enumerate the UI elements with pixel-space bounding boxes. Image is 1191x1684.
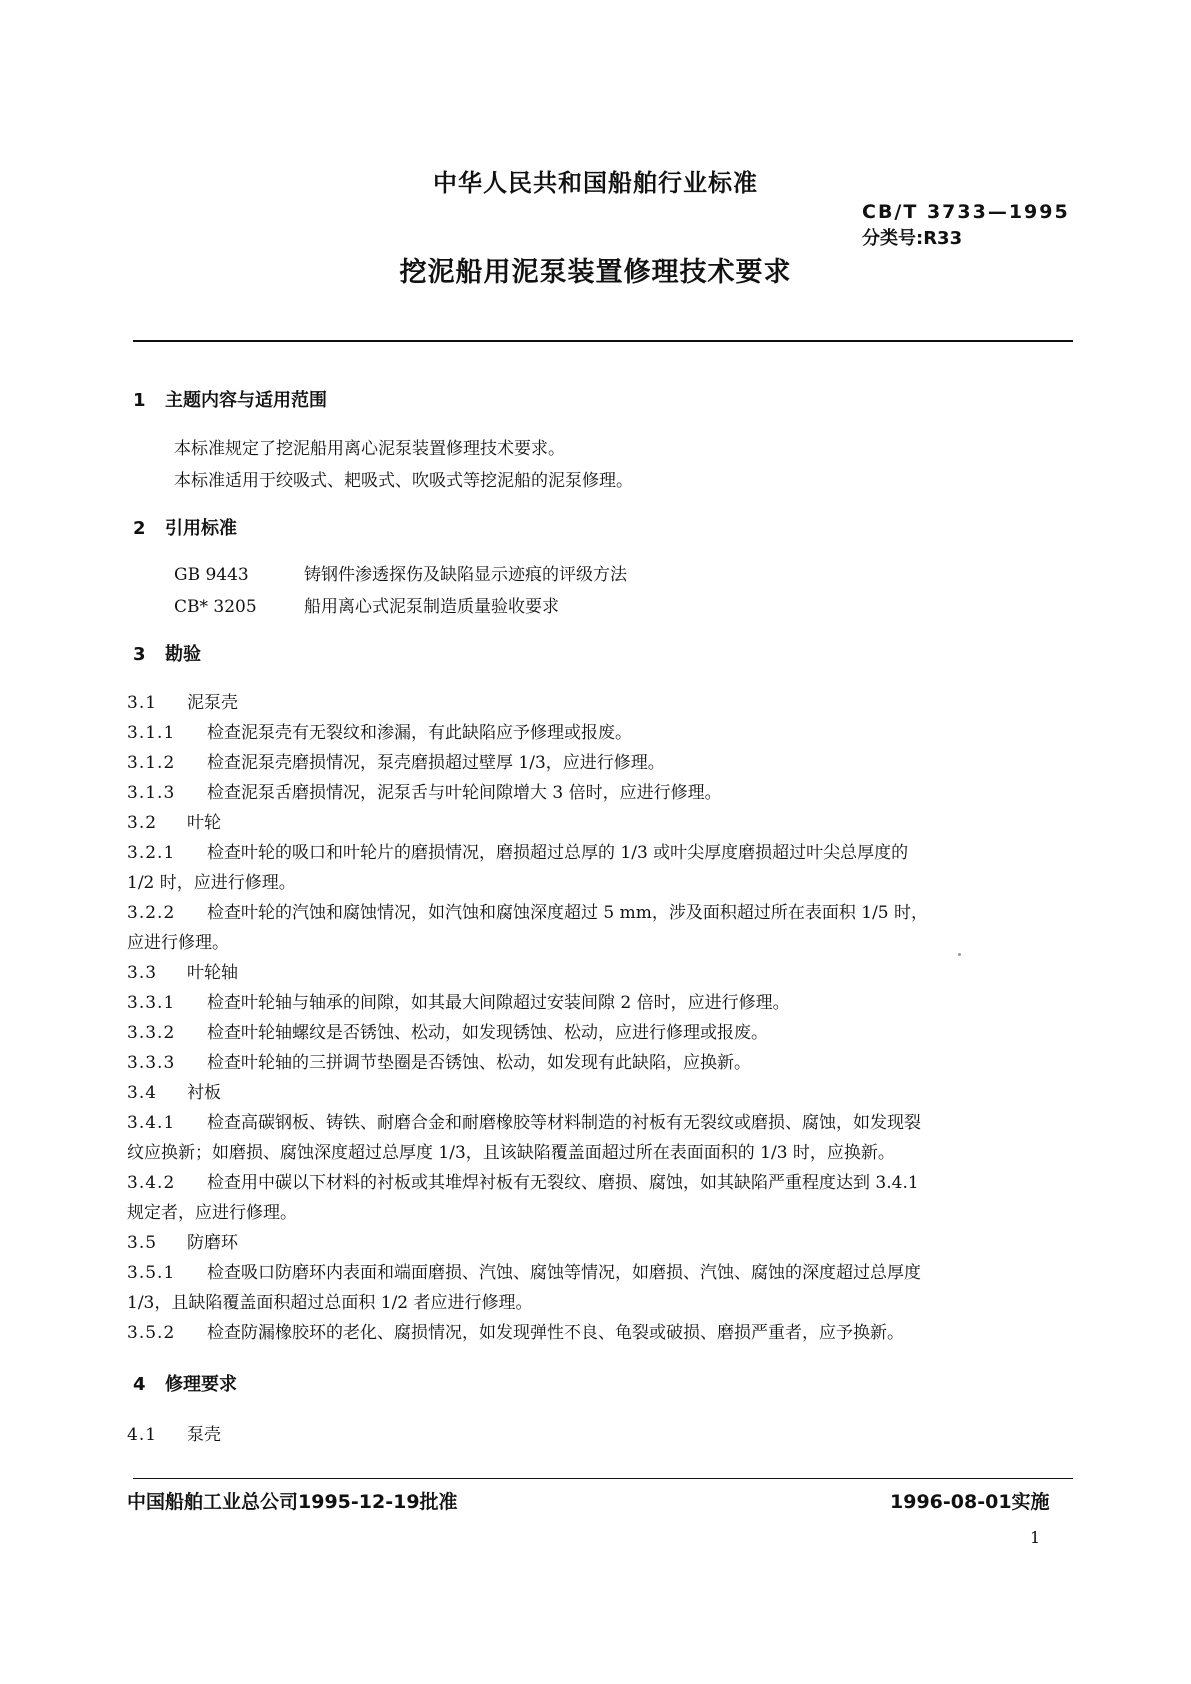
reference-title: 船用离心式泥泵制造质量验收要求 xyxy=(304,597,559,617)
section-number: 2 xyxy=(133,518,146,539)
section-3-heading xyxy=(133,640,201,666)
clause xyxy=(127,1108,921,1133)
clause-continuation: 纹应换新；如磨损、腐蚀深度超过总厚度 1/3，且该缺陷覆盖面超过所在表面面积的 1/3 时，应换新。 xyxy=(127,1143,895,1163)
scan-speck xyxy=(958,953,961,956)
implementation-date: 1996-08-01实施 xyxy=(890,1491,1050,1513)
clause-number: 3.4 xyxy=(127,1083,158,1103)
clause-number: 3.5 xyxy=(127,1233,158,1253)
section-title: 修理要求 xyxy=(165,1374,237,1395)
clause-number: 3.2.2 xyxy=(127,903,176,923)
section-number: 1 xyxy=(133,390,146,411)
clause-text: 检查泥泵舌磨损情况，泥泵舌与叶轮间隙增大 3 倍时，应进行修理。 xyxy=(207,783,722,803)
clause-text: 防磨环 xyxy=(187,1233,238,1253)
clause-number: 3.3.1 xyxy=(127,993,176,1013)
clause-text: 检查泥泵壳有无裂纹和渗漏，有此缺陷应予修理或报废。 xyxy=(207,723,632,743)
footer-divider xyxy=(133,1478,1073,1479)
clause xyxy=(127,808,221,833)
section-number: 3 xyxy=(133,644,146,665)
clause-number: 3.1.3 xyxy=(127,783,176,803)
clause-continuation: 1/2 时，应进行修理。 xyxy=(127,873,296,893)
class-code: 分类号:R33 xyxy=(862,228,963,249)
clause xyxy=(127,988,790,1013)
clause xyxy=(127,1420,221,1445)
clause-number: 3.3.3 xyxy=(127,1053,176,1073)
clause-text: 叶轮轴 xyxy=(187,963,238,983)
clause-text: 泵壳 xyxy=(187,1425,221,1445)
clause xyxy=(127,1078,221,1103)
clause-text: 检查叶轮轴螺纹是否锈蚀、松动，如发现锈蚀、松动，应进行修理或报废。 xyxy=(207,1023,768,1043)
clause-continuation: 1/3，且缺陷覆盖面积超过总面积 1/2 者应进行修理。 xyxy=(127,1293,533,1313)
section-2-heading xyxy=(133,514,237,540)
clause-text: 检查叶轮轴与轴承的间隙，如其最大间隙超过安装间隙 2 倍时，应进行修理。 xyxy=(207,993,790,1013)
clause-number: 3.3.2 xyxy=(127,1023,176,1043)
clause-number: 3.4.2 xyxy=(127,1173,176,1193)
reference-title: 铸钢件渗透探伤及缺陷显示迹痕的评级方法 xyxy=(304,565,627,585)
clause-text: 检查用中碳以下材料的衬板或其堆焊衬板有无裂纹、磨损、腐蚀，如其缺陷严重程度达到 3.4.1 xyxy=(207,1173,919,1193)
paragraph: 本标准规定了挖泥船用离心泥泵装置修理技术要求。 xyxy=(174,439,565,459)
clause-continuation: 规定者，应进行修理。 xyxy=(127,1203,297,1223)
header-divider xyxy=(133,340,1073,342)
clause xyxy=(127,898,928,923)
clause-text: 检查叶轮的汽蚀和腐蚀情况，如汽蚀和腐蚀深度超过 5 mm，涉及面积超过所在表面积 1/5 时， xyxy=(207,903,929,923)
clause-continuation: 应进行修理。 xyxy=(127,933,229,953)
clause xyxy=(127,688,238,713)
clause-number: 3.1 xyxy=(127,693,158,713)
clause-number: 3.5.1 xyxy=(127,1263,176,1283)
reference-code: GB 9443 xyxy=(174,565,249,585)
clause-text: 检查叶轮的吸口和叶轮片的磨损情况，磨损超过总厚的 1/3 或叶尖厚度磨损超过叶尖总厚度的 xyxy=(207,843,909,863)
section-number: 4 xyxy=(133,1374,146,1395)
page-number: 1 xyxy=(1030,1528,1041,1547)
reference-code: CB* 3205 xyxy=(174,597,257,617)
section-1-heading xyxy=(133,386,327,412)
clause-text: 检查防漏橡胶环的老化、腐损情况，如发现弹性不良、龟裂或破损、磨损严重者，应予换新。 xyxy=(207,1323,904,1343)
clause xyxy=(127,1258,921,1283)
org-title: 中华人民共和国船舶行业标准 xyxy=(433,169,758,197)
clause xyxy=(127,1048,751,1073)
clause-text: 叶轮 xyxy=(187,813,221,833)
clause xyxy=(127,718,632,743)
clause xyxy=(127,1318,904,1343)
clause-text: 检查泥泵壳磨损情况，泵壳磨损超过壁厚 1/3，应进行修理。 xyxy=(207,753,665,773)
document-title: 挖泥船用泥泵装置修理技术要求 xyxy=(399,257,792,288)
reference-item xyxy=(174,592,559,617)
clause-number: 3.2 xyxy=(127,813,158,833)
clause-number: 3.2.1 xyxy=(127,843,176,863)
clause-number: 3.4.1 xyxy=(127,1113,176,1133)
reference-item xyxy=(174,560,627,585)
clause-text: 检查吸口防磨环内表面和端面磨损、汽蚀、腐蚀等情况，如磨损、汽蚀、腐蚀的深度超过总厚度 xyxy=(207,1263,921,1283)
clause-number: 3.1.1 xyxy=(127,723,176,743)
clause xyxy=(127,1018,768,1043)
clause-number: 4.1 xyxy=(127,1425,158,1445)
section-title: 引用标准 xyxy=(165,518,237,539)
clause-text: 检查叶轮轴的三拼调节垫圈是否锈蚀、松动，如发现有此缺陷，应换新。 xyxy=(207,1053,751,1073)
clause-number: 3.1.2 xyxy=(127,753,176,773)
clause-number: 3.5.2 xyxy=(127,1323,176,1343)
clause-text: 泥泵壳 xyxy=(187,693,238,713)
paragraph: 本标准适用于绞吸式、耙吸式、吹吸式等挖泥船的泥泵修理。 xyxy=(174,471,633,491)
clause xyxy=(127,748,665,773)
section-title: 主题内容与适用范围 xyxy=(165,390,327,411)
approval-line: 中国船舶工业总公司1995-12-19批准 xyxy=(127,1491,458,1513)
clause xyxy=(127,958,238,983)
clause xyxy=(127,838,908,863)
clause-text: 检查高碳钢板、铸铁、耐磨合金和耐磨橡胶等材料制造的衬板有无裂纹或磨损、腐蚀，如发现裂 xyxy=(207,1113,921,1133)
section-title: 勘验 xyxy=(165,644,201,665)
clause xyxy=(127,1168,919,1193)
clause-text: 衬板 xyxy=(187,1083,221,1103)
clause xyxy=(127,778,722,803)
clause-number: 3.3 xyxy=(127,963,158,983)
clause xyxy=(127,1228,238,1253)
section-4-heading xyxy=(133,1370,237,1396)
standard-code: CB/T 3733—1995 xyxy=(862,201,1070,223)
